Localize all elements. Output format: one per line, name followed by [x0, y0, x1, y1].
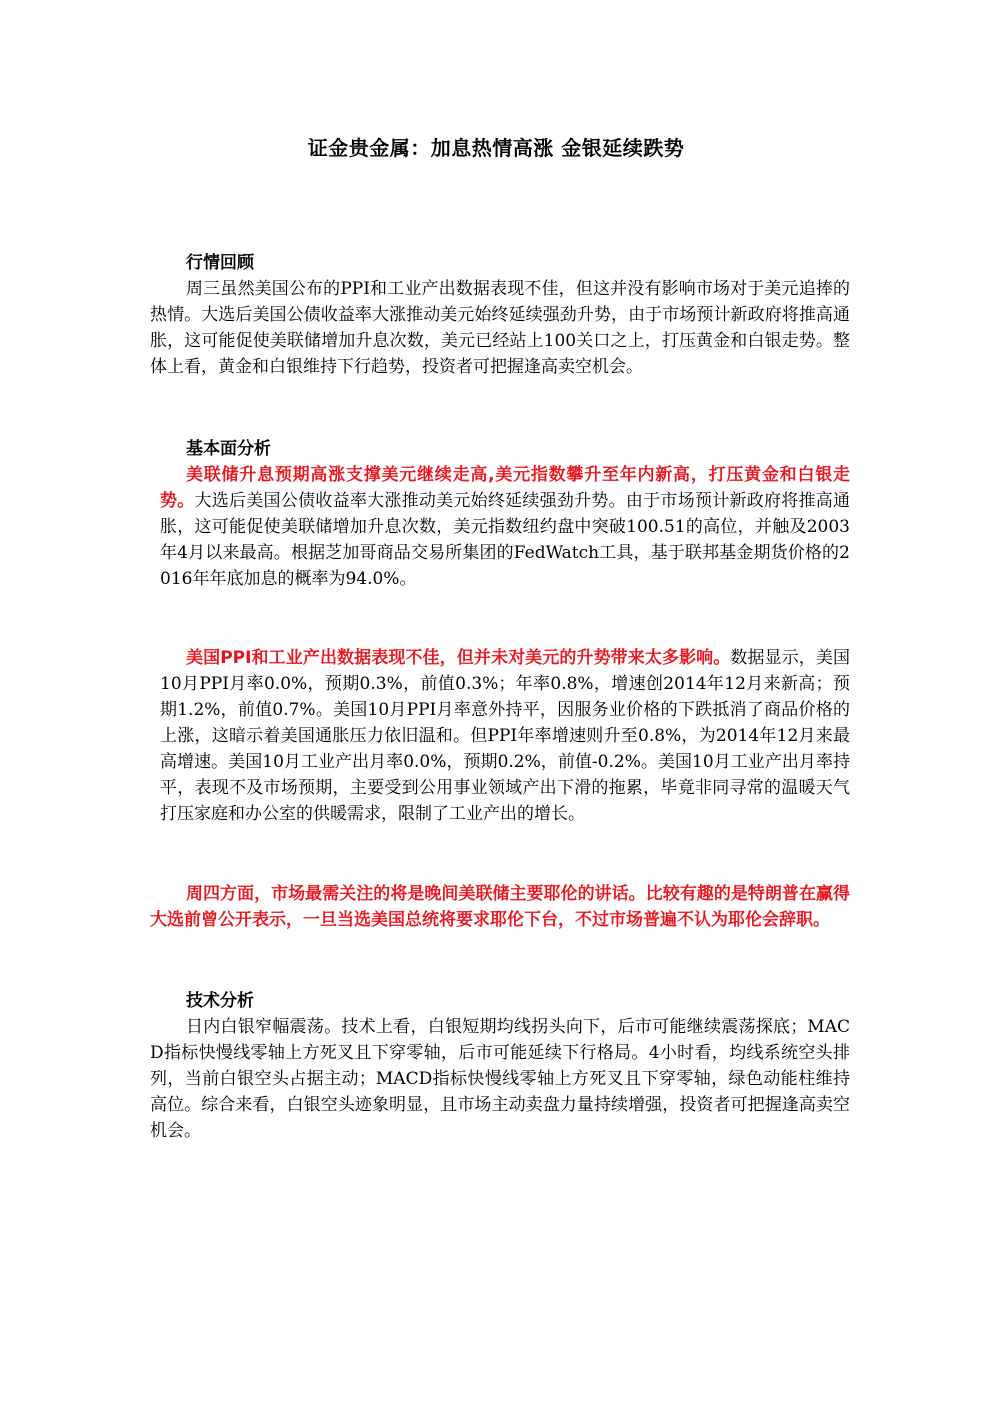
- fundamental-paragraph-2: [160, 645, 850, 827]
- fundamental-p2-highlight: 美国PPI和工业产出数据表现不佳，但并未对美元的升势带来太多影响。: [186, 648, 731, 668]
- market-review-heading: 行情回顾: [186, 253, 254, 273]
- fundamental-section-3: [150, 881, 850, 933]
- technical-section: [150, 988, 850, 1144]
- fundamental-paragraph-1: [160, 462, 850, 592]
- fundamental-p2-body: 数据显示，美国10月PPI月率0.0%，预期0.3%，前值0.3%；年率0.8%，增速创2014年12月来新高；预期1.2%，前值0.7%。美国10月PPI月率意外持平，因服务业价格的下跌抵消了商品价格的上涨，这暗示着美国通胀压力依旧温和。但PPI年率增速则升至0.8%，为2014年12月来最高增速。美国10月工业产出月率0.0%，预期0.2%，前值-0.2%。美国10月工业产出月率持平，表现不及市场预期，主要受到公用事业领域产出下滑的拖累，毕竟非同寻常的温暖天气打压家庭和办公室的供暖需求，限制了工业产出的增长。: [160, 648, 850, 824]
- fundamental-p1-body: 大选后美国公债收益率大涨推动美元始终延续强劲升势。由于市场预计新政府将推高通胀，这可能促使美联储增加升息次数，美元指数纽约盘中突破100.51的高位，并触及2003年4月以来最高。根据芝加哥商品交易所集团的FedWatch工具，基于联邦基金期货价格的2016年年底加息的概率为94.0%。: [160, 491, 851, 589]
- technical-heading: 技术分析: [186, 991, 254, 1011]
- fundamental-section: [150, 436, 850, 592]
- fundamental-heading: 基本面分析: [186, 439, 271, 459]
- fundamental-p1-highlight: 美联储升息预期高涨支撑美元继续走高,美元指数攀升至年内新高，打压黄金和白银走势。: [160, 465, 850, 511]
- document-title: 证金贵金属：加息热情高涨 金银延续跌势: [307, 136, 685, 160]
- fundamental-section-2: [150, 645, 850, 827]
- market-review-section: [150, 250, 850, 380]
- market-review-body: 周三虽然美国公布的PPI和工业产出数据表现不佳，但这并没有影响市场对于美元追捧的热情。大选后美国公债收益率大涨推动美元始终延续强劲升势，由于市场预计新政府将推高通胀，这可能促使美联储增加升息次数，美元已经站上100关口之上，打压黄金和白银走势。整体上看，黄金和白银维持下行趋势，投资者可把握逢高卖空机会。: [150, 279, 850, 377]
- fundamental-p3-highlight: 周四方面，市场最需关注的将是晚间美联储主要耶伦的讲话。比较有趣的是特朗普在赢得大选前曾公开表示，一旦当选美国总统将要求耶伦下台，不过市场普遍不认为耶伦会辞职。: [150, 884, 850, 930]
- technical-body: 日内白银窄幅震荡。技术上看，白银短期均线拐头向下，后市可能继续震荡探底；MACD指标快慢线零轴上方死叉且下穿零轴，后市可能延续下行格局。4小时看，均线系统空头排列，当前白银空头占据主动；MACD指标快慢线零轴上方死叉且下穿零轴，绿色动能柱维持高位。综合来看，白银空头迹象明显，且市场主动卖盘力量持续增强，投资者可把握逢高卖空机会。: [150, 1017, 850, 1141]
